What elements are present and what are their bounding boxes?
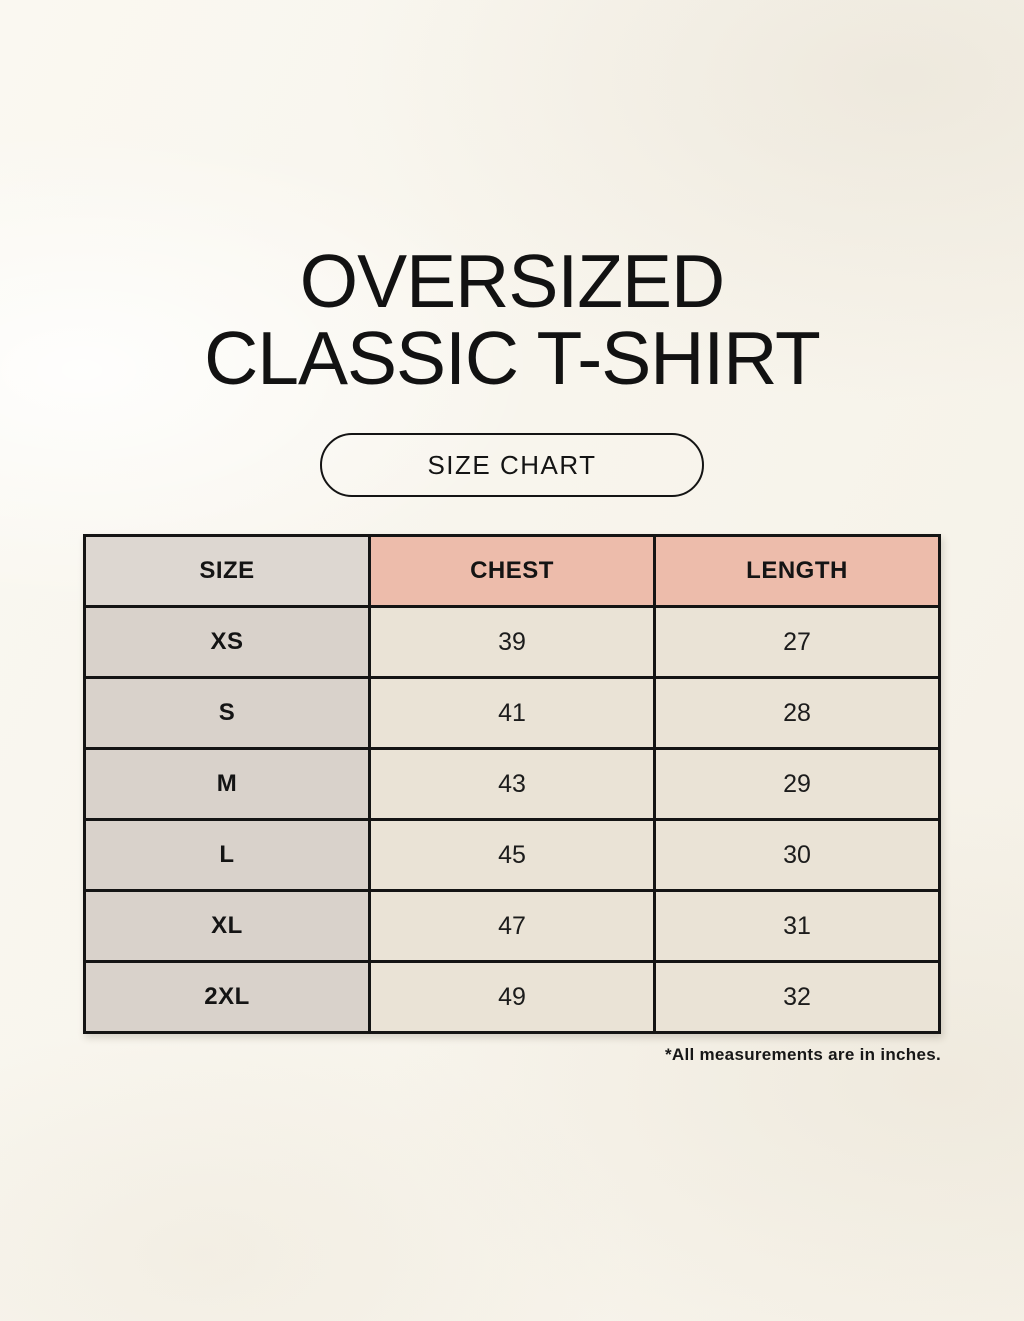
size-label: L	[85, 820, 370, 891]
length-value: 31	[655, 891, 940, 962]
length-value: 32	[655, 962, 940, 1033]
table-row-xl	[85, 891, 940, 962]
page-title-line1: OVERSIZED	[299, 239, 725, 323]
table-row-m	[85, 749, 940, 820]
size-label: XS	[85, 607, 370, 678]
page-title	[204, 239, 820, 400]
size-chart-button-label: SIZE CHART	[427, 449, 597, 480]
table-row-s	[85, 678, 940, 749]
table-row-xs	[85, 607, 940, 678]
page-title-line2: CLASSIC T-SHIRT	[204, 315, 820, 400]
size-label: 2XL	[85, 962, 370, 1033]
size-label: M	[85, 749, 370, 820]
table-header	[85, 536, 940, 607]
size-chart-table-container	[83, 534, 941, 1034]
chest-value: 43	[370, 749, 655, 820]
chest-value: 49	[370, 962, 655, 1033]
chest-value: 45	[370, 820, 655, 891]
size-chart-table	[83, 534, 941, 1034]
size-chart-button[interactable]	[320, 433, 704, 497]
size-label: XL	[85, 891, 370, 962]
length-value: 27	[655, 607, 940, 678]
measurements-footnote: *All measurements are in inches.	[664, 1045, 941, 1064]
chest-value: 41	[370, 678, 655, 749]
table-header-row	[85, 536, 940, 607]
column-header-chest: CHEST	[370, 536, 655, 607]
column-header-length: LENGTH	[655, 536, 940, 607]
length-value: 30	[655, 820, 940, 891]
column-header-size: SIZE	[85, 536, 370, 607]
table-row-l	[85, 820, 940, 891]
table-body	[85, 607, 940, 1033]
length-value: 28	[655, 678, 940, 749]
chest-value: 47	[370, 891, 655, 962]
chest-value: 39	[370, 607, 655, 678]
length-value: 29	[655, 749, 940, 820]
table-row-2xl	[85, 962, 940, 1033]
size-label: S	[85, 678, 370, 749]
